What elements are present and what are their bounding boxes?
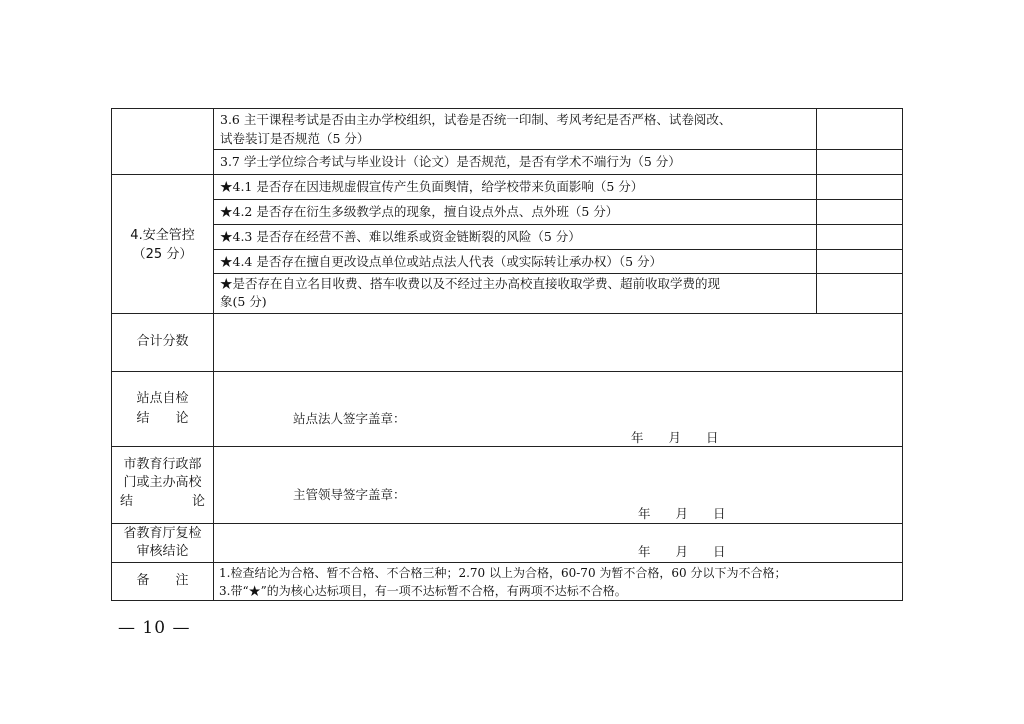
- section-4-title: 4.安全管控: [130, 228, 195, 243]
- item-4-3-text: ★4.3 是否存在经营不善、难以维系或资金链断裂的风险（5 分）: [220, 229, 581, 244]
- province-check-label: 省教育厅复检: [123, 526, 202, 541]
- item-4-1-text: ★4.1 是否存在因违规虚假宣传产生负面舆情，给学校带来负面影响（5 分）: [220, 179, 644, 194]
- row-divider: [213, 273, 903, 274]
- row-divider: [213, 199, 903, 200]
- row-divider: [112, 562, 903, 563]
- item-4-2-text: ★4.2 是否存在衍生多级教学点的现象，擅自设点外点、点外班（5 分）: [220, 204, 619, 219]
- province-check-label-cont: 审核结论: [136, 544, 189, 559]
- self-check-date: 年 月 日: [631, 430, 719, 445]
- item-star-fee-text: ★是否存在自立名目收费、搭车收费以及不经过主办高校直接收取学费、超前收取学费的现: [220, 276, 721, 291]
- row-divider: [213, 149, 903, 150]
- remarks-label: 备 注: [136, 573, 189, 588]
- section-4-score: （25 分）: [132, 247, 193, 262]
- dept-check-sign-label: 主管领导签字盖章：: [293, 487, 406, 502]
- dept-check-label-end-a: 结: [120, 494, 134, 509]
- total-score-label: 合计分数: [136, 334, 189, 349]
- row-divider: [112, 371, 903, 372]
- row-divider: [112, 174, 903, 175]
- item-3-6-text-cont: 试卷装订是否规范（5 分）: [220, 131, 370, 146]
- province-check-date: 年 月 日: [638, 544, 726, 559]
- row-divider: [112, 523, 903, 524]
- item-3-6-text: 3.6 主干课程考试是否由主办学校组织，试卷是否统一印制、考风考纪是否严格、试卷阅改、: [220, 112, 732, 127]
- dept-check-label: 市教育行政部: [123, 457, 202, 472]
- remarks-line-2: 3.带“★”的为核心达标项目，有一项不达标暂不合格，有两项不达标不合格。: [219, 584, 627, 598]
- row-divider: [112, 313, 903, 314]
- item-3-7-text: 3.7 学士学位综合考试与毕业设计（论文）是否规范，是否有学术不端行为（5 分）: [220, 154, 681, 169]
- self-check-label-cont: 结 论: [136, 411, 189, 426]
- dept-check-label-cont: 门或主办高校: [123, 475, 202, 490]
- self-check-sign-label: 站点法人签字盖章：: [293, 411, 406, 426]
- evaluation-table: [111, 108, 903, 601]
- item-4-4-text: ★4.4 是否存在擅自更改设点单位或站点法人代表（或实际转让承办权）（5 分）: [220, 254, 663, 269]
- page-number: — 10 —: [118, 618, 191, 638]
- column-divider-label: [213, 109, 214, 601]
- remarks-line-1: 1.检查结论为合格、暂不合格、不合格三种；2.70 以上为合格，60-70 为暂不合格，60 分以下为不合格；: [219, 566, 787, 580]
- item-star-fee-text-cont: 象(5 分): [220, 294, 267, 309]
- dept-check-date: 年 月 日: [638, 506, 726, 521]
- row-divider: [213, 249, 903, 250]
- self-check-label: 站点自检: [136, 391, 189, 406]
- row-divider: [112, 446, 903, 447]
- row-divider: [213, 224, 903, 225]
- column-divider-score: [816, 109, 817, 313]
- dept-check-label-end-b: 论: [192, 494, 206, 509]
